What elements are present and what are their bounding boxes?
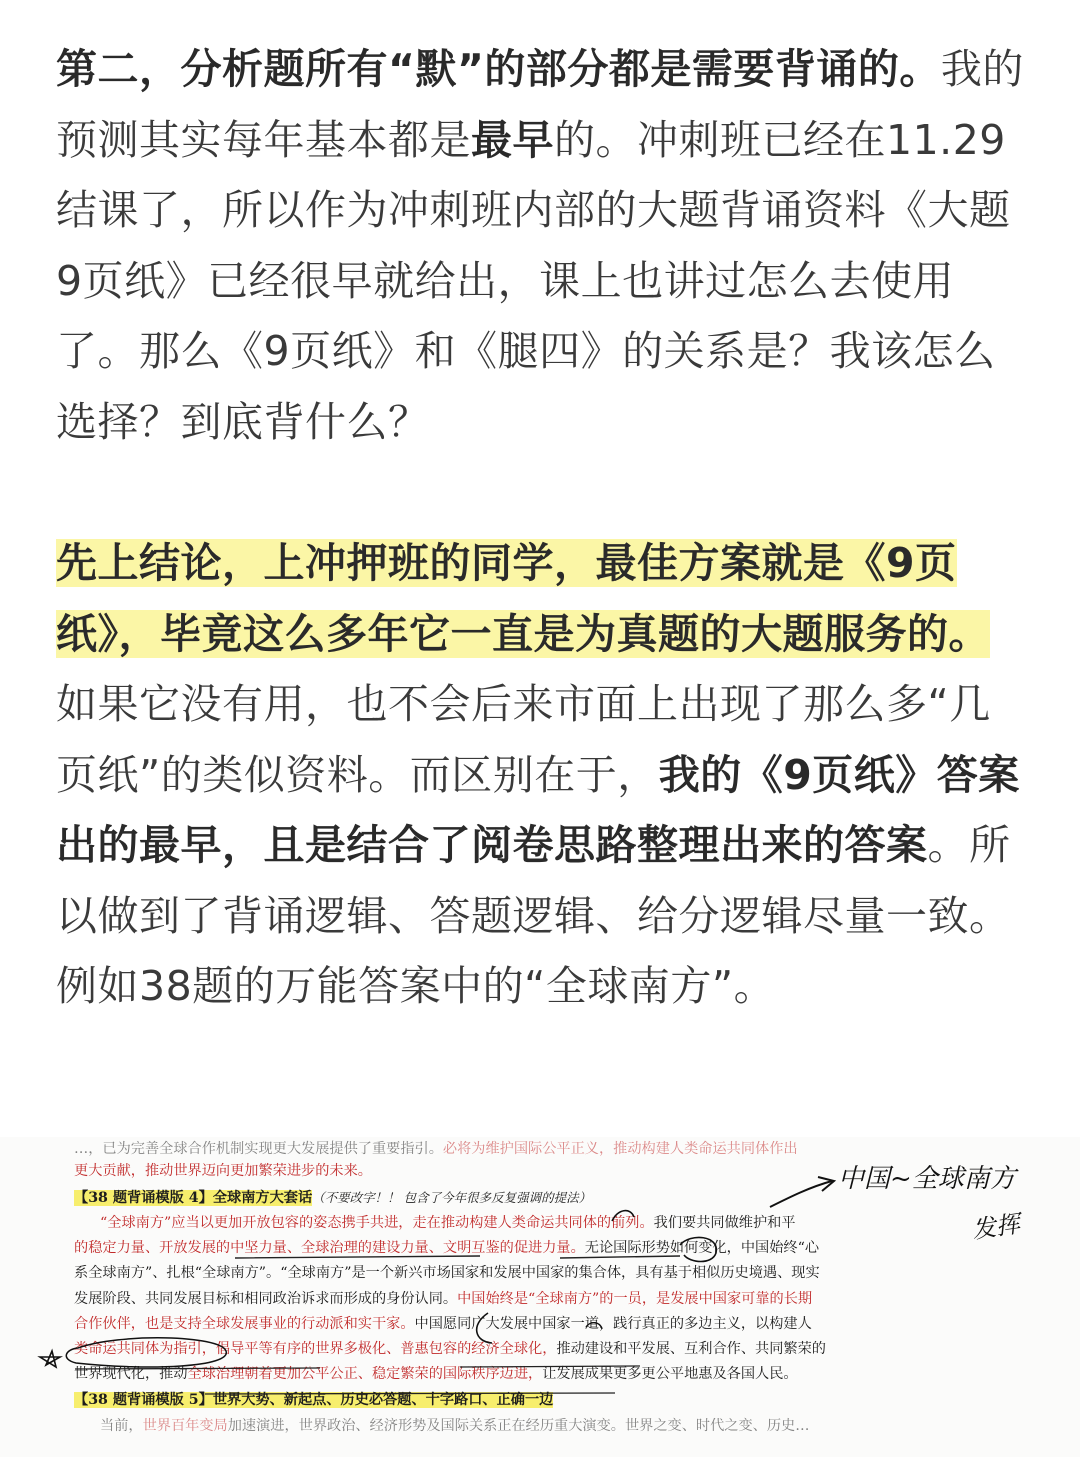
- curve-mark: [612, 1211, 634, 1221]
- template-5-title: 世界大势、新起点、历史必答题、十字路口、正确一边: [212, 1392, 554, 1408]
- scan-line-5: 系全球南方”、扎根“全球南方”。“全球南方”是一个新兴市场国家和发展中国家的集合体，具有基于相似历史境遇、现实: [74, 1265, 820, 1281]
- ellipse-stroke: [66, 1338, 226, 1367]
- scan-line-8: 类命运共同体为指引，倡导平等有序的世界多极化、普惠包容的经济全球化，推动建设和平发展、互利合作、共同繁荣的: [74, 1341, 826, 1357]
- handwritten-note-china-global-south: 中国~全球南方: [838, 1164, 1016, 1194]
- handwritten-note-play-role: 发挥: [970, 1209, 1022, 1245]
- template-5-header: 【38 题背诵模版 5】: [74, 1392, 213, 1408]
- scan-line-6: 发展阶段、共同发展目标和相同政治诉求而形成的身份认同。中国始终是“全球南方”的一员，是发展中国家可靠的长期: [74, 1291, 813, 1307]
- bold-earliest: 最早: [471, 115, 554, 164]
- template-4-title: 全球南方大套话: [212, 1190, 313, 1206]
- template-4-header: 【38 题背诵模版 4】: [74, 1190, 213, 1206]
- scan-line-9: 世界现代化，推动全球治理朝着更加公平公正、稳定繁荣的国际秩序迈进，让发展成果更多更公平地惠及各国人民。: [74, 1366, 798, 1382]
- scan-line-1: 更大贡献，推动世界迈向更加繁荣进步的未来。: [74, 1163, 372, 1179]
- scan-line-0: …，已为完善全球合作机制实现更大发展提供了重要指引。必将为维护国际公平正义，推动构建人类命运共同体作出: [74, 1141, 798, 1157]
- paragraph-2: [56, 528, 1031, 1022]
- para2-text-1: 如果它没有用，也不会后来市面上出现了那么多“几页纸”的类似资料。而区别在于，: [56, 680, 991, 799]
- para1-text-2: 的。冲刺班已经在11.29结课了，所以作为冲刺班内部的大题背诵资料《大题9页纸》已经很早就给出，课上也讲过怎么去使用了。那么《9页纸》和《腿四》的关系是？我该怎么选择？到底背什么？: [56, 115, 1011, 446]
- pen-annotations: [0, 1137, 1080, 1457]
- bold-lead: 第二，分析题所有“默”的部分都是需要背诵的。: [56, 45, 941, 93]
- scan-line-2: 【38 题背诵模版 4】全球南方大套话（不要改字！！ 包含了今年很多反复强调的提法）: [74, 1190, 592, 1206]
- arrow-stroke: [770, 1181, 832, 1207]
- loop-stroke: [680, 1237, 716, 1261]
- scan-line-4: 的稳定力量、开放发展的中坚力量、全球治理的建设力量、文明互鉴的促进力量。无论国际形势如何变化，中国始终“心: [74, 1240, 820, 1256]
- article-body: [56, 34, 1031, 1022]
- para1-text-1: 我的预测其实每年基本都是: [56, 45, 1024, 164]
- scan-line-3: “全球南方”应当以更加开放包容的姿态携手共进，走在推动构建人类命运共同体的前列。我们要共同做维护和平: [100, 1215, 796, 1231]
- highlighted-conclusion: 先上结论，上冲押班的同学，最佳方案就是《9页纸》，毕竟这么多年它一直是为真题的大题服务的。: [56, 539, 990, 658]
- bold-claim: 我的《9页纸》答案出的最早，且是结合了阅卷思路整理出来的答案: [56, 750, 1020, 869]
- paragraph-1: [56, 34, 1031, 457]
- underline-stroke-3: [205, 1393, 615, 1394]
- scanned-document-image: [0, 1137, 1080, 1457]
- scan-line-7: 合作伙伴，也是支持全球发展事业的行动派和实干家。中国愿同广大发展中国家一道，践行真正的多边主义，以构建人: [74, 1316, 812, 1332]
- bracket-stroke: [477, 1313, 492, 1343]
- underline-stroke: [235, 1256, 680, 1258]
- scan-line-11: 当前，世界百年变局加速演进，世界政治、经济形势及国际关系正在经历重大演变。世界之变、时代之变、历史…: [100, 1418, 810, 1434]
- para2-text-2: 。所以做到了背诵逻辑、答题逻辑、给分逻辑尽量一致。例如38题的万能答案中的“全球南方”。: [56, 821, 1011, 1010]
- star-icon: [40, 1351, 60, 1367]
- curve-mark-2: [586, 1323, 602, 1329]
